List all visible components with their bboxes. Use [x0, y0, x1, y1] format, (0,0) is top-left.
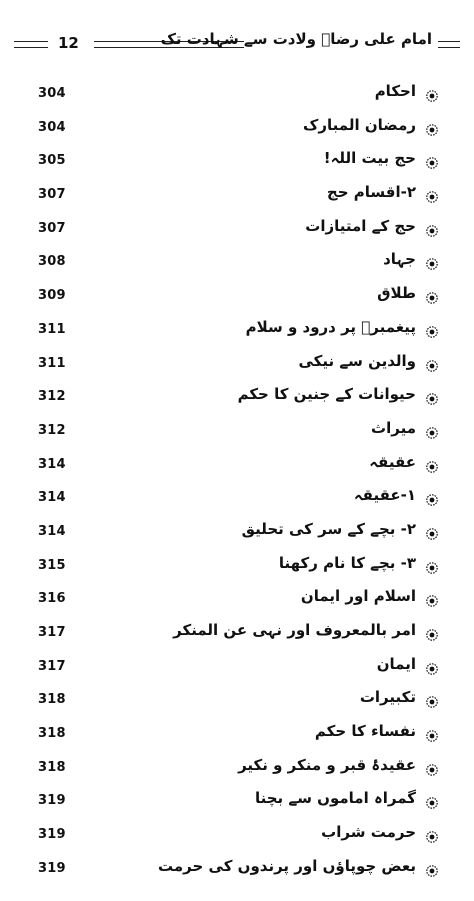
toc-entry-title: میراث — [371, 418, 416, 437]
toc-entry-title: بعض چوپاؤں اور پرندوں کی حرمت — [158, 856, 416, 875]
toc-page-number: 311 — [38, 355, 66, 371]
flower-bullet-icon — [426, 326, 438, 338]
toc-entry-title: اسلام اور ایمان — [300, 587, 416, 606]
flower-bullet-icon — [426, 292, 438, 304]
toc-entry-title: گمراہ اماموں سے بچنا — [254, 789, 416, 808]
page-header — [14, 30, 460, 60]
toc-entry-title: تکبیرات — [359, 688, 416, 707]
toc-page-number: 308 — [38, 254, 66, 270]
toc-entry-title: ۱-عقیقہ — [353, 486, 416, 505]
toc-entry-title: حج کے امتیازات — [305, 216, 416, 235]
toc-page-number: 319 — [38, 860, 66, 876]
toc-entry-title: عقیدۂ قبر و منکر و نکیر — [238, 755, 416, 774]
page-number: 12 — [58, 34, 79, 52]
toc-entry — [0, 756, 474, 790]
toc-entry — [0, 419, 474, 453]
toc-entry-title: امر بالمعروف اور نہی عن المنکر — [173, 621, 416, 639]
toc-page-number: 319 — [38, 793, 66, 809]
toc-entry-title: جہاد — [383, 250, 416, 269]
toc-entry-title: پیغمبرؐ پر درود و سلام — [245, 317, 416, 336]
toc-page-number: 314 — [38, 523, 66, 539]
toc-page-number: 307 — [38, 220, 66, 236]
toc-entry — [0, 217, 474, 251]
flower-bullet-icon — [426, 157, 438, 169]
toc-page-number: 318 — [38, 726, 66, 742]
flower-bullet-icon — [426, 663, 438, 675]
flower-bullet-icon — [426, 90, 438, 102]
toc-entry — [0, 520, 474, 554]
toc-entry-title: حرمت شراب — [321, 823, 416, 842]
toc-entry — [0, 621, 474, 655]
toc-entry-title: ۲-اقسام حج — [326, 183, 416, 202]
header-rule-left — [14, 41, 48, 48]
toc-entry — [0, 587, 474, 621]
toc-entry — [0, 486, 474, 520]
flower-bullet-icon — [426, 595, 438, 607]
toc-entry — [0, 554, 474, 588]
toc-page-number: 304 — [38, 119, 66, 135]
toc-entry-title: رمضان المبارک — [303, 115, 416, 134]
toc-entry — [0, 352, 474, 386]
toc-page-number: 311 — [38, 321, 66, 337]
toc-page-number: 317 — [38, 625, 66, 640]
flower-bullet-icon — [426, 730, 438, 742]
flower-bullet-icon — [426, 696, 438, 708]
toc-page-number: 318 — [38, 759, 66, 775]
running-title: امام علی رضاؑ ولادت سے شہادت تک — [160, 30, 432, 48]
toc-page-number: 316 — [38, 591, 66, 607]
toc-entry-title: ۲- بچے کے سر کی تحلیق — [241, 519, 416, 538]
toc-page-number: 314 — [38, 490, 66, 506]
flower-bullet-icon — [426, 225, 438, 237]
header-rule-right — [438, 41, 460, 48]
flower-bullet-icon — [426, 494, 438, 506]
toc-entry-title: حج بیت اللہ! — [323, 149, 416, 168]
toc-entry — [0, 688, 474, 722]
toc-entry-title: ایمان — [376, 654, 416, 673]
toc-page-number: 304 — [38, 86, 66, 101]
flower-bullet-icon — [426, 360, 438, 372]
toc-entry — [0, 789, 474, 823]
toc-entry — [0, 183, 474, 217]
flower-bullet-icon — [426, 393, 438, 405]
toc-page-number: 312 — [38, 422, 66, 438]
toc-entry — [0, 857, 474, 891]
toc-entry — [0, 823, 474, 857]
toc-entry-title: حیوانات کے جنین کا حکم — [237, 385, 416, 404]
toc-entry — [0, 250, 474, 284]
toc-entry — [0, 318, 474, 352]
flower-bullet-icon — [426, 258, 438, 270]
flower-bullet-icon — [426, 831, 438, 843]
toc-page-number: 318 — [38, 692, 66, 708]
toc-page-number: 314 — [38, 456, 66, 472]
toc-entry-title: عقیقہ — [369, 452, 416, 471]
flower-bullet-icon — [426, 629, 438, 641]
toc-entry — [0, 149, 474, 183]
toc-entry-title: والدین سے نیکی — [298, 351, 416, 370]
toc-entry — [0, 116, 474, 150]
toc-entry-title: طلاق — [377, 284, 416, 303]
flower-bullet-icon — [426, 865, 438, 877]
toc-entry — [0, 655, 474, 689]
flower-bullet-icon — [426, 528, 438, 540]
toc-page-number: 315 — [38, 557, 66, 573]
toc-entry — [0, 453, 474, 487]
toc-page-number: 307 — [38, 187, 66, 203]
flower-bullet-icon — [426, 461, 438, 473]
toc-page-number: 312 — [38, 389, 66, 405]
flower-bullet-icon — [426, 427, 438, 439]
flower-bullet-icon — [426, 124, 438, 136]
toc-page-number: 305 — [38, 153, 66, 169]
flower-bullet-icon — [426, 562, 438, 574]
toc-page-number: 317 — [38, 658, 66, 674]
toc-entry — [0, 284, 474, 318]
toc-page-number: 319 — [38, 827, 66, 843]
flower-bullet-icon — [426, 764, 438, 776]
toc-entry-title: نفساء کا حکم — [314, 722, 416, 741]
toc-page-number: 309 — [38, 288, 66, 304]
flower-bullet-icon — [426, 191, 438, 203]
flower-bullet-icon — [426, 797, 438, 809]
toc-entry — [0, 82, 474, 116]
toc-entry — [0, 722, 474, 756]
toc-entry-title: ۳- بچے کا نام رکھنا — [278, 553, 416, 572]
toc-entry — [0, 385, 474, 419]
table-of-contents — [0, 82, 474, 891]
toc-entry-title: احکام — [374, 82, 416, 100]
